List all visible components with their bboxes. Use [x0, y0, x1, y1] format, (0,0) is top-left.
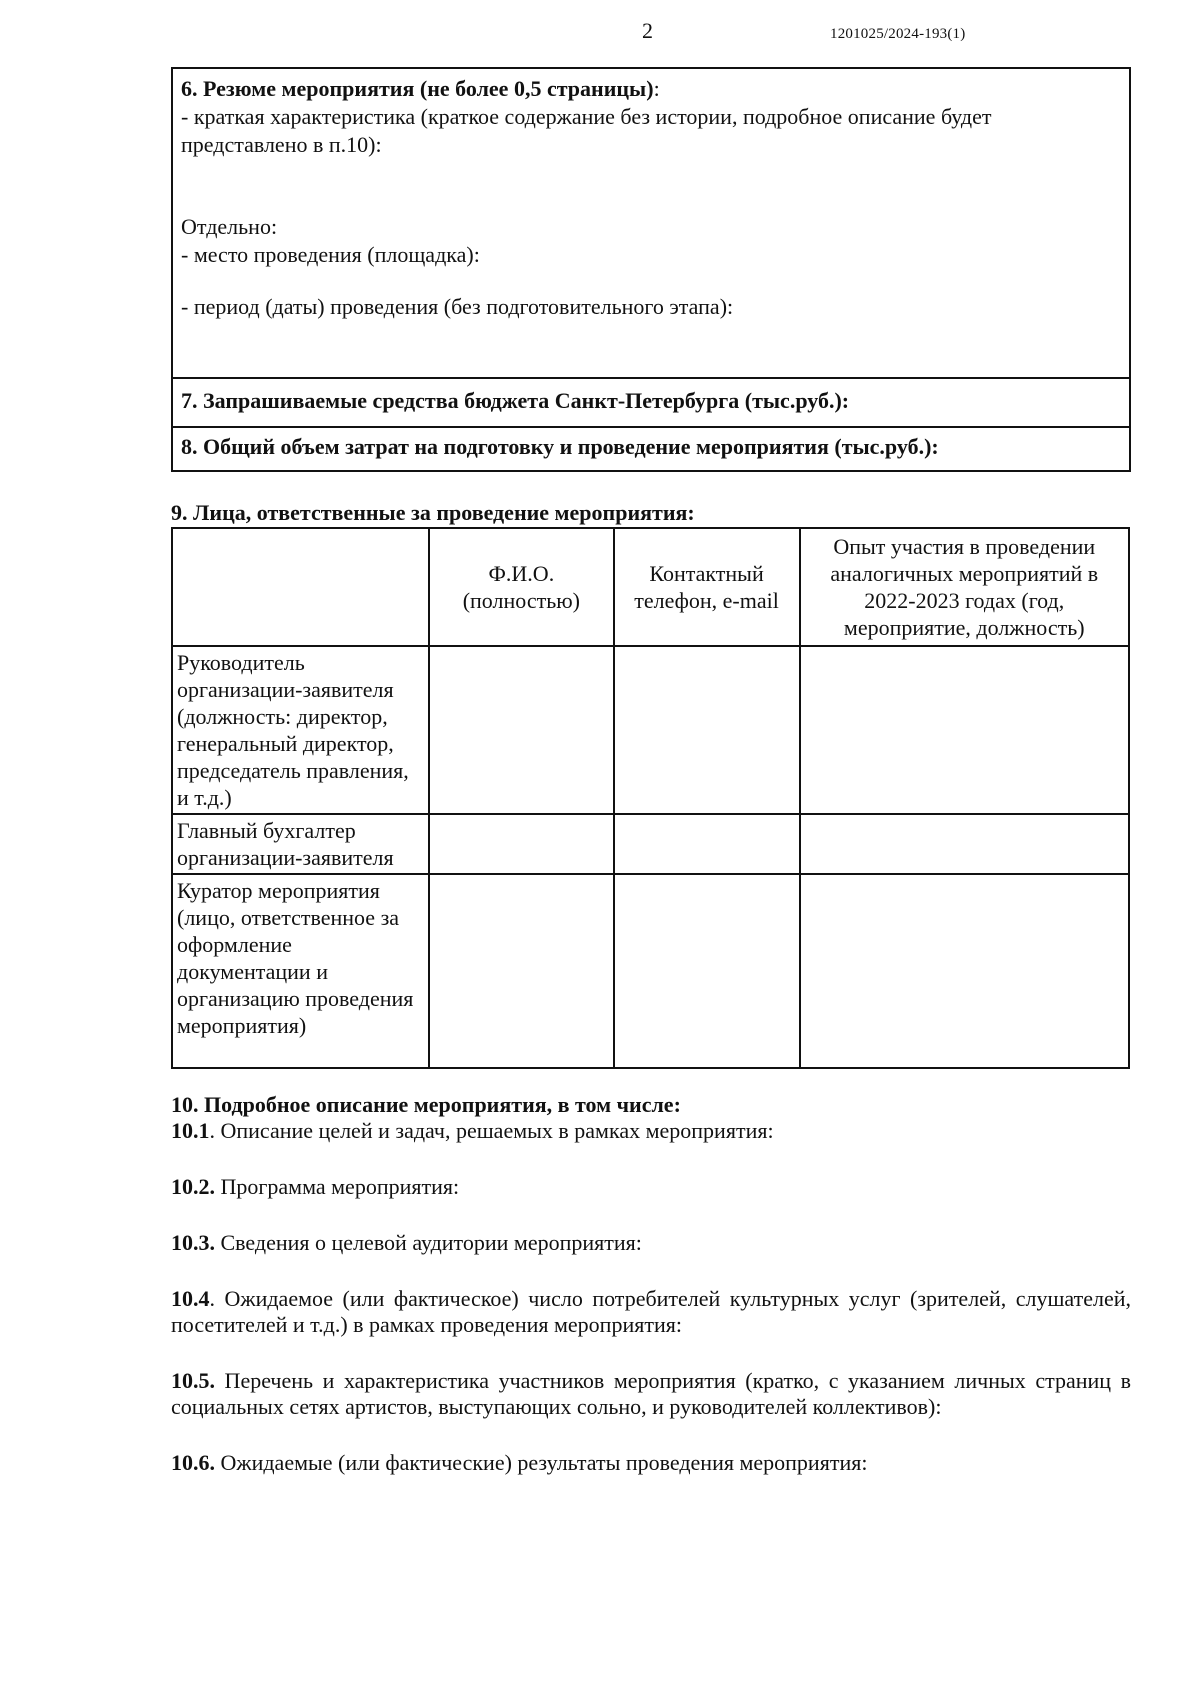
table-row: [172, 874, 1129, 1068]
cell-contact-director[interactable]: [614, 646, 800, 814]
item-text: Программа мероприятия:: [215, 1174, 460, 1199]
page-number: 2: [642, 18, 653, 43]
section-10-item: [171, 1368, 1131, 1420]
section-6-brief-line-1: - краткая характеристика (краткое содержание без истории, подробное описание будет: [181, 104, 992, 129]
table-header-fio: Ф.И.О. (полностью): [429, 528, 614, 646]
section-6-title: 6. Резюме мероприятия (не более 0,5 страницы): [181, 76, 654, 101]
cell-experience-curator[interactable]: [800, 874, 1130, 1068]
item-number: 10.3.: [171, 1230, 215, 1255]
document-id: 1201025/2024-193(1): [830, 26, 966, 42]
section-10-item: [171, 1230, 1131, 1256]
table-header-empty: [172, 528, 429, 646]
section-10-item: [171, 1118, 1131, 1144]
item-number: 10.2.: [171, 1174, 215, 1199]
table-header-contact: Контактный телефон, e-mail: [614, 528, 800, 646]
section-8-box: [171, 426, 1131, 472]
item-text: Сведения о целевой аудитории мероприятия:: [215, 1230, 642, 1255]
cell-contact-curator[interactable]: [614, 874, 800, 1068]
table-header-row: [172, 528, 1129, 646]
section-10-item: [171, 1286, 1131, 1338]
table-row: [172, 646, 1129, 814]
section-6-brief-line-2: представлено в п.10):: [181, 132, 382, 157]
row-label-curator: Куратор мероприятия (лицо, ответственное за оформление документации и организацию проведения мероприятия): [172, 874, 429, 1068]
item-number: 10.1: [171, 1118, 210, 1143]
cell-experience-director[interactable]: [800, 646, 1130, 814]
item-text: . Описание целей и задач, решаемых в рамках мероприятия:: [209, 1118, 774, 1143]
item-text: Ожидаемые (или фактические) результаты проведения мероприятия:: [215, 1450, 868, 1475]
section-10-title: 10. Подробное описание мероприятия, в том числе:: [171, 1092, 681, 1117]
section-6-period: - период (даты) проведения (без подготовительного этапа):: [181, 294, 734, 319]
cell-contact-accountant[interactable]: [614, 814, 800, 874]
item-text: . Ожидаемое (или фактическое) число потребителей культурных услуг (зрителей, слушателей, посетителей и т.д.) в рамках проведения мероприятия:: [171, 1286, 1131, 1337]
section-6-heading: [181, 75, 1121, 103]
section-7-title: 7. Запрашиваемые средства бюджета Санкт-Петербурга (тыс.руб.):: [181, 388, 850, 413]
section-8-title: 8. Общий объем затрат на подготовку и проведение мероприятия (тыс.руб.):: [181, 434, 939, 459]
section-6-separately: Отдельно:: [181, 214, 278, 239]
cell-fio-curator[interactable]: [429, 874, 614, 1068]
section-10-item: [171, 1174, 1131, 1200]
section-6-venue: - место проведения (площадка):: [181, 242, 480, 267]
item-number: 10.6.: [171, 1450, 215, 1475]
section-9-title: 9. Лица, ответственные за проведение мероприятия:: [171, 500, 695, 525]
table-row: [172, 814, 1129, 874]
section-6-title-suffix: :: [653, 76, 660, 101]
section-7-box: [171, 377, 1131, 428]
section-10-item: [171, 1450, 1131, 1476]
responsible-persons-table: [171, 527, 1130, 1069]
section-6-box: [171, 67, 1131, 379]
item-number: 10.5.: [171, 1368, 215, 1393]
cell-fio-director[interactable]: [429, 646, 614, 814]
row-label-director: Руководитель организации-заявителя (должность: директор, генеральный директор, председатель правления, и т.д.): [172, 646, 429, 814]
item-number: 10.4: [171, 1286, 210, 1311]
row-label-accountant: Главный бухгалтер организации-заявителя: [172, 814, 429, 874]
cell-fio-accountant[interactable]: [429, 814, 614, 874]
section-10: [171, 1092, 1131, 1476]
item-text: Перечень и характеристика участников мероприятия (кратко, с указанием личных страниц в социальных сетях артистов, выступающих сольно, и руководителей коллективов):: [171, 1368, 1131, 1419]
cell-experience-accountant[interactable]: [800, 814, 1130, 874]
table-header-experience: Опыт участия в проведении аналогичных мероприятий в 2022-2023 годах (год, мероприятие, должность): [800, 528, 1130, 646]
